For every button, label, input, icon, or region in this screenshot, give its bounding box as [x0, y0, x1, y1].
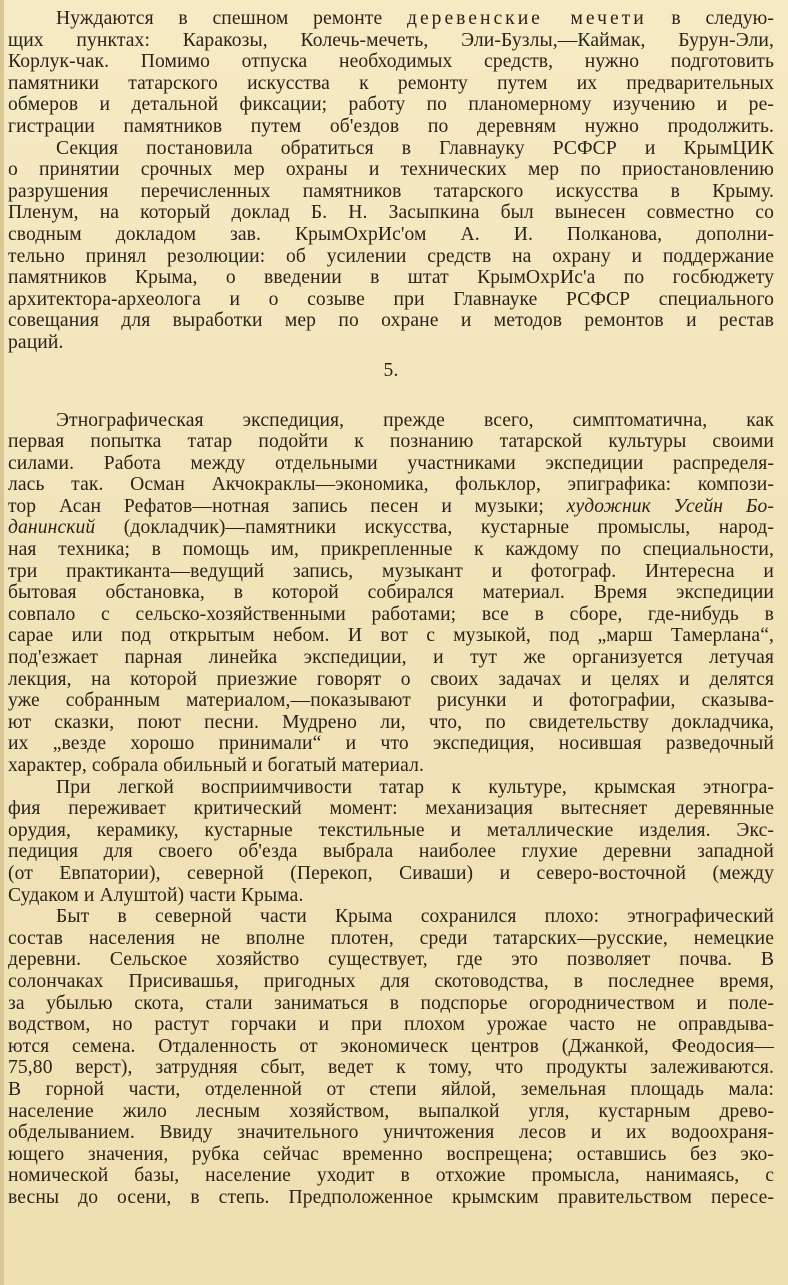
text-line: Судаком и Алуштой) части Крыма. — [8, 884, 304, 906]
text-line — [8, 496, 774, 518]
text-line: три практиканта—ведущий запись, музыкант и фотограф. Интересна и — [8, 560, 774, 582]
text-line — [8, 517, 774, 539]
text-line: водством, но растут горчаки и при плохом урожае часто не оправдыва- — [8, 1014, 774, 1036]
text-line: ют сказки, поют песни. Мудрено ли, что, по свидетельству докладчика, — [8, 711, 774, 733]
text-line: архитектора-археолога и о созыве при Главнауке РСФСР специального — [8, 288, 774, 310]
text-line: уже собранным материалом,—показывают рисунки и фотографии, сказыва- — [8, 690, 774, 712]
text-line: характер, собрала обильный и богатый материал. — [8, 755, 424, 776]
text-line: Секция постановила обратиться в Главнауку РСФСР и КрымЦИК — [56, 137, 774, 159]
text-line: Нуждаются в спешном ремонте деревенские мечети в следую- — [56, 8, 774, 29]
text-line: раций. — [8, 331, 64, 353]
text-line: бытовая обстановка, в которой собирался материал. Время экспедиции — [8, 582, 774, 604]
text-line: за убылью скота, стали заниматься в подспорье огородничеством и поле- — [8, 992, 774, 1014]
text-line: сарае или под открытым небом. И вот с музыкой, под „марш Тамерлана“, — [8, 625, 774, 647]
text-line: тельно принял резолюции: об усилении средств на охрану и поддержание — [8, 245, 774, 267]
text-line: обмеров и детальной фиксации; работу по планомерному изучению и ре- — [8, 94, 774, 116]
italic-fragment-cont: данинский — [8, 517, 96, 539]
text-line: совещания для выработки мер по охране и методов ремонтов и рестав — [8, 310, 774, 332]
text-line: ющего значения, рубка сейчас временно воспрещена; оставшись без эко- — [8, 1143, 774, 1165]
text-line: силами. Работа между отдельными участниками экспедиции распределя- — [8, 452, 774, 474]
text-line: (от Евпатории), северной (Перекоп, Сиваши) и северо-восточной (между — [8, 862, 774, 884]
text-line: Пленум, на который доклад Б. Н. Засыпкина был вынесен совместно со — [8, 202, 774, 224]
text-line: Этнографическая экспедиция, прежде всего, симптоматична, как — [56, 409, 774, 431]
text-line: памятников Крыма, о введении в штат КрымОхрИс'а по госбюджету — [8, 267, 774, 289]
text-line: При легкой восприимчивости татар к культуре, крымская этногра- — [56, 776, 774, 798]
text-line: ная техника; в помощь им, прикрепленные к каждому по специальности, — [8, 539, 774, 561]
spaced-phrase: деревенские мечети — [407, 8, 647, 29]
text-line: номической базы, население уходит в отхожие промысла, нанимаясь, с — [8, 1165, 774, 1187]
text-line: их „везде хорошо принимали“ и что экспедиция, носившая разведочный — [8, 733, 774, 755]
text-line: весны до осени, в степь. Предположенное крымским правительством пересе- — [8, 1186, 774, 1208]
text-line: лекция, на которой приезжие говорят о своих задачах и целях и делятся — [8, 668, 774, 690]
text-line: орудия, керамику, кустарные текстильные и металлические изделия. Экс- — [8, 819, 774, 841]
text-line: педиция для своего об'езда выбрала наиболее глухие деревни западной — [8, 841, 774, 863]
text-line: памятники татарского искусства к ремонту путем их предварительных — [8, 72, 774, 94]
text-line: о принятии срочных мер охраны и технических мер по приостановлению — [8, 159, 774, 181]
text-line: обделыванием. Ввиду значительного уничтожения лесов и их водоохраня- — [8, 1122, 774, 1144]
text-line: гистрации памятников путем об'ездов по деревням нужно продолжить. — [8, 115, 774, 137]
document-text — [8, 8, 774, 1208]
text-line: население жило лесным хозяйством, выпалкой угля, кустарным древо- — [8, 1100, 774, 1122]
text-line: солончаках Присивашья, пригодных для скотоводства, в последнее время, — [8, 970, 774, 992]
text-line: лась так. Осман Акчокраклы—экономика, фольклор, эпиграфика: компози- — [8, 474, 774, 496]
text-fragment: тор Асан Рефатов—нотная запись песен и музыки; — [8, 495, 567, 517]
text-line: под'езжает парная линейка экспедиции, и тут же организуется летучая — [8, 647, 774, 669]
text-fragment: (докладчик)—памятники искусства, кустарные промыслы, народ- — [95, 517, 774, 539]
text-line: ются семена. Отдаленность от экономическ центров (Джанкой, Феодосия— — [8, 1035, 774, 1057]
text-line: состав населения не вполне плотен, среди татарских—русские, немецкие — [8, 927, 774, 949]
italic-fragment: художник Усейн Бо- — [566, 495, 774, 517]
text-line: разрушения перечисленных памятников татарского искусства в Крыму. — [8, 180, 774, 202]
text-line: Быт в северной части Крыма сохранился плохо: этнографический — [56, 906, 774, 928]
text-line: 75,80 верст), затрудняя сбыт, ведет к тому, что продукты залеживаются. — [8, 1057, 774, 1079]
text-line: первая попытка татар подойти к познанию татарской культуры своими — [8, 431, 774, 453]
text-line: В горной части, отделенной от степи яйлой, земельная площадь мала: — [8, 1078, 774, 1100]
text-line: Корлук-чак. Помимо отпуска необходимых средств, нужно подготовить — [8, 51, 774, 73]
text-line: сводным докладом зав. КрымОхрИс'ом А. И. Полканова, дополни- — [8, 223, 774, 245]
text-line: фия переживает критический момент: механизация вытесняет деревянные — [8, 798, 774, 820]
text-line: деревни. Сельское хозяйство существует, где это позволяет почва. В — [8, 949, 774, 971]
section-number: 5. — [383, 359, 399, 381]
text-line: совпало с сельско-хозяйственными работами; все в сборе, где-нибудь в — [8, 603, 774, 625]
page-edge — [0, 0, 4, 1285]
text-line: щих пунктах: Каракозы, Колечь-мечеть, Эли-Бузлы,—Каймак, Бурун-Эли, — [8, 29, 774, 51]
